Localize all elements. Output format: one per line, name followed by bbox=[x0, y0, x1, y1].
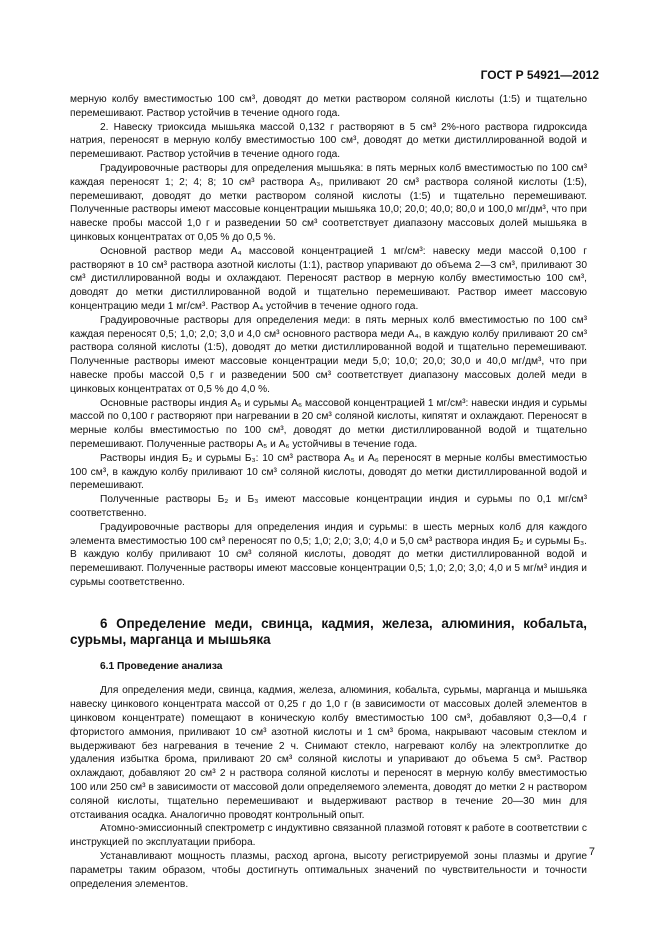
paragraph: Устанавливают мощность плазмы, расход аргона, высоту регистрируемой зоны плазмы и другие параметры таким образом, чтобы достигнуть оптимальных значений по чувствительности и точности определения элементов. bbox=[70, 851, 587, 890]
paragraph: Градуировочные растворы для определения меди: в пять мерных колб вместимостью по 100 см³ каждая переносят 0,5; 1,0; 2,0; 3,0 и 4,0 см³ основного раствора меди А₄, в каждую колбу приливают 20 см³ раствора соляной кислоты (1:5), доводят до метки дистиллированной водой и тщательно перемешивают. Полученные растворы имеют массовые концентрации меди 5,0; 10,0; 20,0; 30,0 и 40,0 мг/дм³, что при навеске пробы массой 0,5 г и разведении 500 см³ соответствует диапазону массовых долей меди в цинковых концентратах от 0,5 % до 4,0 %. bbox=[70, 314, 587, 395]
paragraph: Для определения меди, свинца, кадмия, железа, алюминия, кобальта, сурьмы, марганца и мышьяка навеску цинкового концентрата массой от 0,25 г до 1,0 г (в зависимости от массовых долей элементов в цинковом концентрате) помещают в коническую колбу вместимостью 100 см³, добавляют 0,3—0,4 г фтористого аммония, приливают 10 см³ азотной кислоты и 1 см³ брома, накрывают часовым стеклом и выдерживают без нагревания в течение 2 ч. Снимают стекло, нагревают колбу на электроплитке до удаления избытка брома, приливают 20 см³ соляной кислоты и упаривают до объема 5 см³. Раствор охлаждают, добавляют 20 см³ 2 н раствора соляной кислоты и переносят в мерную колбу вместимостью 100 или 250 см³ в зависимости от массовой доли определяемого элемента, доводят до метки 2 н раствором соляной кислоты, тщательно перемешивают и выдерживают раствор в течение 20—30 мин для отстаивания осадка. Аналогично проводят контрольный опыт. bbox=[70, 685, 587, 821]
paragraph: мерную колбу вместимостью 100 см³, доводят до метки раствором соляной кислоты (1:5) и тщательно перемешивают. Раствор устойчив в течение одного года. bbox=[70, 94, 587, 119]
document-id: ГОСТ Р 54921—2012 bbox=[480, 68, 599, 82]
paragraph: Градуировочные растворы для определения индия и сурьмы: в шесть мерных колб для каждого элемента вместимостью 100 см³ переносят по 0,5; 1,0; 2,0; 3,0; 4,0 и 5,0 см³ раствора индия Б₂ и сурьмы Б₃. В каждую колбу приливают 10 см³ соляной кислоты, доводят до метки дистиллированной водой и перемешивают. Полученные растворы имеют массовые концентрации 0,5; 1,0; 2,0; 3,0; 4,0 и 5 мг/м³ индия и сурьмы соответственно. bbox=[70, 521, 587, 588]
section-heading: 6 Определение меди, свинца, кадмия, железа, алюминия, кобальта, сурьмы, марганца и мышьяка bbox=[70, 615, 587, 648]
page-number: 7 bbox=[588, 846, 595, 858]
paragraph: Растворы индия Б₂ и сурьмы Б₃: 10 см³ раствора А₅ и А₆ переносят в мерные колбы вместимостью 100 см³, в каждую колбу приливают 10 см³ соляной кислоты, доводят до метки дистиллированной водой и перемешивают. bbox=[70, 452, 587, 492]
paragraph: 2. Навеску триоксида мышьяка массой 0,132 г растворяют в 5 см³ 2%-ного раствора гидроксида натрия, переносят в мерную колбу вместимостью 100 см³, доводят до метки дистиллированной водой и перемешивают. Раствор устойчив в течение одного года. bbox=[70, 121, 587, 161]
paragraph: Градуировочные растворы для определения мышьяка: в пять мерных колб вместимостью по 100 см³ каждая переносят 1; 2; 4; 8; 10 см³ раствора А₃, приливают 20 см³ раствора соляной кислоты (1:5), перемешивают, доводят до метки раствором соляной кислоты (1:5) и тщательно перемешивают. Полученные растворы имеют массовые концентрации мышьяка 10,0; 20,0; 40,0; 80,0 и 100,0 мг/дм³, что при навеске пробы массой 1,0 г и разведении 50 см³ соответствует диапазону массовых долей мышьяка в цинковых концентратах от 0,05 % до 0,5 %. bbox=[70, 162, 587, 243]
paragraph: Атомно-эмиссионный спектрометр с индуктивно связанной плазмой готовят к работе в соответствии с инструкцией по эксплуатации прибора. bbox=[70, 823, 587, 849]
page-body bbox=[70, 93, 587, 891]
subsection-heading: 6.1 Проведение анализа bbox=[100, 660, 223, 672]
paragraph: Основные растворы индия А₅ и сурьмы А₆ массовой концентрацией 1 мг/см³: навески индия и сурьмы массой по 0,100 г растворяют при нагревании в 20 см³ соляной кислоты, кипятят и охлаждают. Переносят в мерные колбы вместимостью по 100 см³, доводят до метки дистиллированной водой и тщательно перемешивают. Полученные растворы А₅ и А₆ устойчивы в течение года. bbox=[70, 397, 587, 450]
paragraph: Основной раствор меди А₄ массовой концентрацией 1 мг/см³: навеску меди массой 0,100 г растворяют в 10 см³ раствора азотной кислоты (1:1), раствор упаривают до объема 2—3 см³, приливают 30 см³ дистиллированной воды и охлаждают. Переносят раствор в мерную колбу вместимостью 100 см³, доводят до метки дистиллированной водой и тщательно перемешивают. Раствор имеет массовую концентрацию меди 1 мг/см³. Раствор А₄ устойчив в течение одного года. bbox=[70, 245, 587, 312]
paragraph: Полученные растворы Б₂ и Б₃ имеют массовые концентрации индия и сурьмы по 0,1 мг/см³ соответственно. bbox=[70, 494, 587, 519]
